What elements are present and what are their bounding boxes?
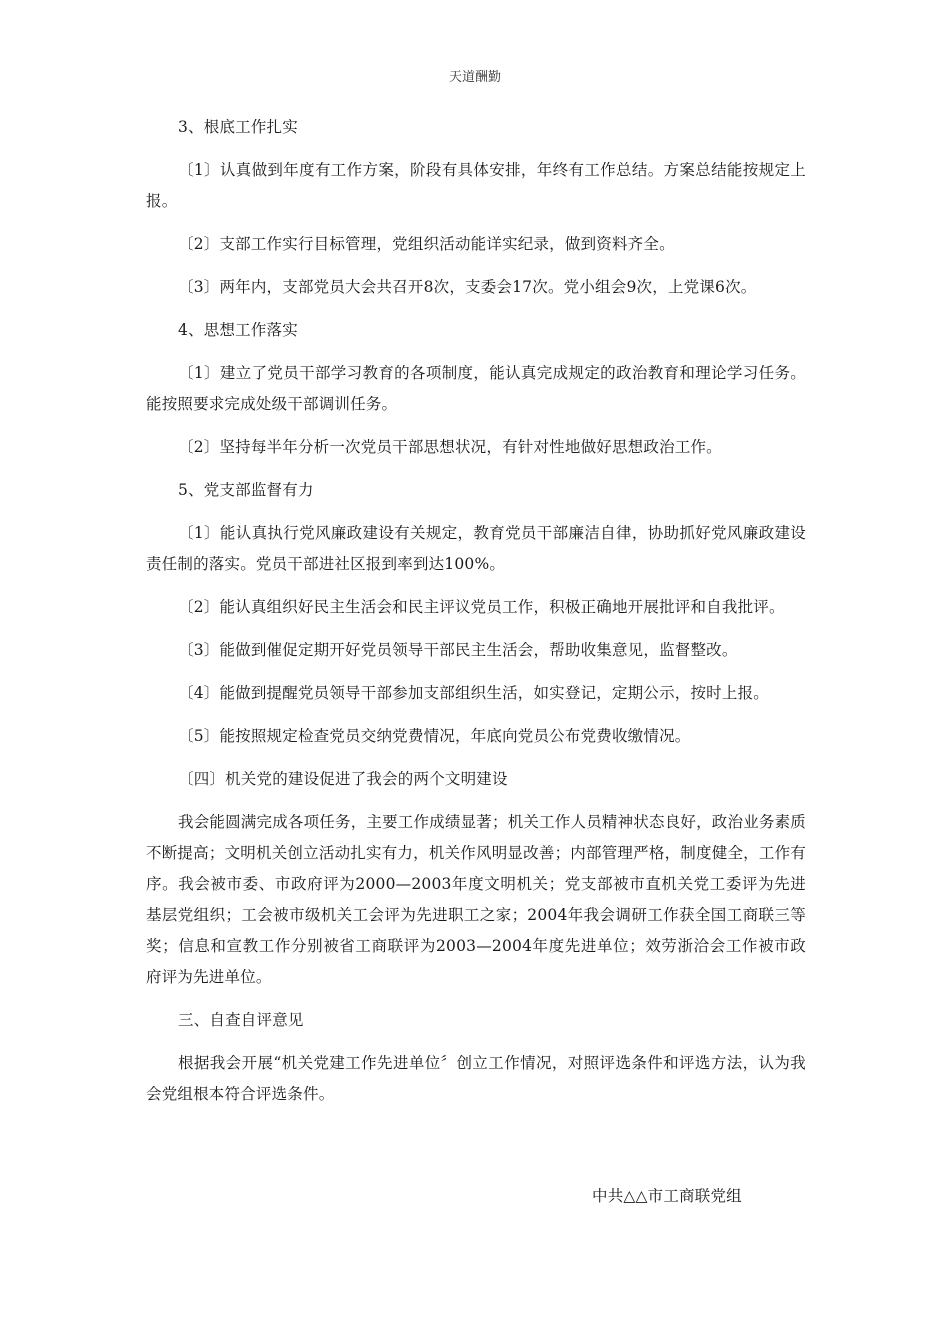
- paragraph: 〔5〕能按照规定检查党员交纳党费情况，年底向党员公布党费收缴情况。: [178, 727, 691, 745]
- paragraph: 〔4〕能做到提醒党员领导干部参加支部组织生活，如实登记，定期公示，按时上报。: [178, 684, 769, 702]
- paragraph: 〔2〕能认真组织好民主生活会和民主评议党员工作，积极正确地开展批评和自我批评。: [178, 598, 785, 616]
- paragraph: 〔2〕支部工作实行目标管理，党组织活动能详实纪录，做到资料齐全。: [178, 235, 675, 253]
- section-heading-3: 3、根底工作扎实: [178, 118, 298, 136]
- paragraph: 根据我会开展“机关党建工作先进单位〞创立工作情况，对照评选条件和评选方法，认为我会党组根本符合评选条件。: [146, 1054, 806, 1103]
- paragraph: 〔1〕能认真执行党风廉政建设有关规定，教育党员干部廉洁自律，协助抓好党风廉政建设责任制的落实。党员干部进社区报到率到达100%。: [146, 524, 806, 573]
- paragraph: 〔1〕认真做到年度有工作方案，阶段有具体安排，年终有工作总结。方案总结能按规定上报。: [146, 161, 806, 210]
- paragraph: 我会能圆满完成各项任务，主要工作成绩显著；机关工作人员精神状态良好，政治业务素质不断提高；文明机关创立活动扎实有力，机关作风明显改善；内部管理严格，制度健全，工作有序。我会被市委、市政府评为2000—2003年度文明机关；党支部被市直机关党工委评为先进基层党组织；工会被市级机关工会评为先进职工之家；2004年我会调研工作获全国工商联三等奖；信息和宣教工作分别被省工商联评为2003—2004年度先进单位；效劳浙洽会工作被市政府评为先进单位。: [146, 813, 807, 986]
- paragraph: 〔3〕能做到催促定期开好党员领导干部民主生活会，帮助收集意见，监督整改。: [178, 641, 738, 659]
- section-heading-si: 〔四〕机关党的建设促进了我会的两个文明建设: [178, 770, 508, 788]
- paragraph: 〔2〕坚持每半年分析一次党员干部思想状况，有针对性地做好思想政治工作。: [178, 438, 722, 456]
- section-heading-5: 5、党支部监督有力: [178, 481, 314, 499]
- document-body: [146, 112, 806, 1110]
- section-heading-san: 三、自查自评意见: [178, 1011, 304, 1029]
- section-heading-4: 4、思想工作落实: [178, 321, 298, 339]
- page-header: 天道酬勤: [448, 70, 501, 85]
- paragraph: 〔3〕两年内，支部党员大会共召开8次，支委会17次。党小组会9次，上党课6次。: [178, 278, 757, 296]
- signature: 中共△△市工商联党组: [592, 1187, 742, 1205]
- paragraph: 〔1〕建立了党员干部学习教育的各项制度，能认真完成规定的政治教育和理论学习任务。能按照要求完成处级干部调训任务。: [146, 364, 806, 413]
